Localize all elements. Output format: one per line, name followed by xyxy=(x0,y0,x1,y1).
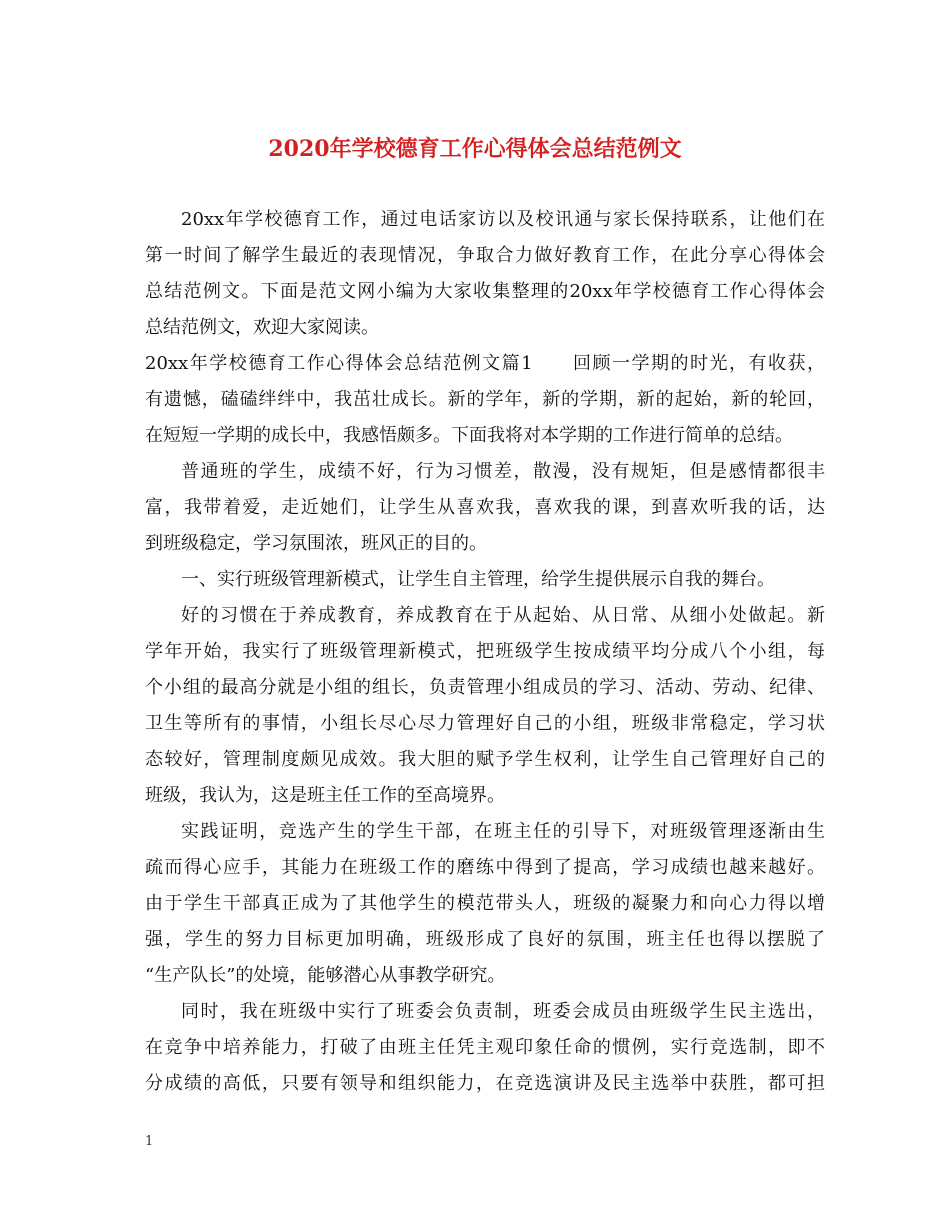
text-line: 实践证明，竞选产生的学生干部，在班主任的引导下，对班级管理逐渐由生 xyxy=(181,821,825,842)
text-line: 班级，我认为，这是班主任工作的至高境界。 xyxy=(145,785,505,806)
text-line: “生产队长”的处境，能够潜心从事教学研究。 xyxy=(145,965,506,986)
text-line: 一、实行班级管理新模式，让学生自主管理，给学生提供展示自我的舞台。 xyxy=(181,569,775,590)
text-line: 普通班的学生，成绩不好，行为习惯差，散漫，没有规矩，但是感情都很丰 xyxy=(181,461,825,482)
text-line: 总结范例文，欢迎大家阅读。 xyxy=(145,317,379,338)
text-line: 20xx年学校德育工作心得体会总结范例文篇1 回顾一学期的时光，有收获， xyxy=(145,353,825,374)
text-line: 强，学生的努力目标更加明确，班级形成了良好的氛围，班主任也得以摆脱了 xyxy=(145,929,825,950)
text-line: 态较好，管理制度颇见成效。我大胆的赋予学生权利，让学生自己管理好自己的 xyxy=(145,749,825,770)
text-line: 在竞争中培养能力，打破了由班主任凭主观印象任命的惯例，实行竞选制，即不 xyxy=(145,1037,825,1058)
text-line: 有遗憾，磕磕绊绊中，我茁壮成长。新的学年，新的学期，新的起始，新的轮回， xyxy=(145,389,825,410)
text-line: 好的习惯在于养成教育，养成教育在于从起始、从日常、从细小处做起。新 xyxy=(181,605,825,626)
page-number: 1 xyxy=(145,1134,154,1149)
text-line: 总结范例文。下面是范文网小编为大家收集整理的20xx年学校德育工作心得体会 xyxy=(145,281,825,302)
text-line: 富，我带着爱，走近她们，让学生从喜欢我，喜欢我的课，到喜欢听我的话，达 xyxy=(145,497,825,518)
text-line: 20xx年学校德育工作，通过电话家访以及校讯通与家长保持联系，让他们在 xyxy=(181,209,825,230)
text-line: 个小组的最高分就是小组的组长，负责管理小组成员的学习、活动、劳动、纪律、 xyxy=(145,677,825,698)
text-line: 同时，我在班级中实行了班委会负责制，班委会成员由班级学生民主选出， xyxy=(181,1001,825,1022)
text-line: 第一时间了解学生最近的表现情况，争取合力做好教育工作，在此分享心得体会 xyxy=(145,245,825,266)
text-line: 由于学生干部真正成为了其他学生的模范带头人，班级的凝聚力和向心力得以增 xyxy=(145,893,825,914)
document-title: 2020年学校德育工作心得体会总结范例文 xyxy=(268,136,682,162)
text-line: 在短短一学期的成长中，我感悟颇多。下面我将对本学期的工作进行简单的总结。 xyxy=(145,425,793,446)
text-line: 疏而得心应手，其能力在班级工作的磨练中得到了提高，学习成绩也越来越好。 xyxy=(145,857,825,878)
text-line: 卫生等所有的事情，小组长尽心尽力管理好自己的小组，班级非常稳定，学习状 xyxy=(145,713,825,734)
text-line: 分成绩的高低，只要有领导和组织能力，在竞选演讲及民主选举中获胜，都可担 xyxy=(145,1073,825,1094)
text-line: 学年开始，我实行了班级管理新模式，把班级学生按成绩平均分成八个小组，每 xyxy=(145,641,825,662)
text-line: 到班级稳定，学习氛围浓，班风正的目的。 xyxy=(145,533,487,554)
